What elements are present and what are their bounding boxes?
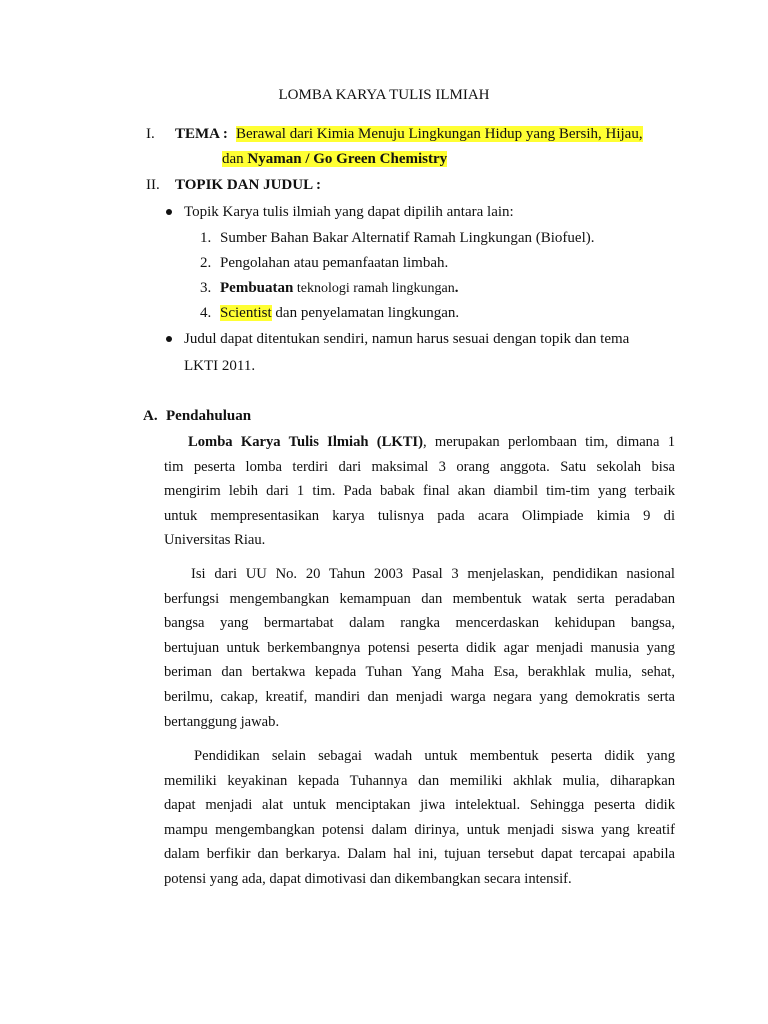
paragraph-2-line: bertanggung jawab. <box>164 713 280 730</box>
paragraph-3-line: memiliki keyakinan kepada Tuhannya dan memiliki akhlak mulia, diharapkan <box>164 772 675 789</box>
bullet-2-text: Judul dapat ditentukan sendiri, namun harus sesuai dengan topik dan tema <box>184 331 630 347</box>
paragraph-3-line: Pendidikan selain sebagai wadah untuk membentuk peserta didik yang <box>194 748 675 764</box>
paragraph-2-line: bertujuan untuk berkembangnya potensi peserta didik agar menjadi manusia yang <box>164 639 675 656</box>
paragraph-1-line: Lomba Karya Tulis Ilmiah (LKTI), merupakan perlombaan tim, dimana 1 <box>188 434 676 450</box>
paragraph-2-line: beriman dan bertakwa kepada Tuhan Yang Maha Esa, berakhlak mulia, sehat, <box>164 664 675 681</box>
list-item-1: Sumber Bahan Bakar Alternatif Ramah Lingkungan (Biofuel). <box>220 230 595 246</box>
section-1-label: TEMA : <box>175 126 228 142</box>
bullet-2-text-cont: LKTI 2011. <box>184 358 256 374</box>
paragraph-2-line: berilmu, cakap, kreatif, mandiri dan menjadi warga negara yang demokratis serta <box>164 688 675 705</box>
paragraph-3 <box>164 744 675 892</box>
list-item-2-number: 2. <box>200 255 212 271</box>
list-item-4-number: 4. <box>200 305 212 321</box>
theme-bold-text: Nyaman / Go Green Chemistry <box>247 151 448 167</box>
theme-highlight-1: Berawal dari Kimia Menuju Lingkungan Hidup yang Bersih, Hijau, <box>236 126 643 142</box>
document-title: LOMBA KARYA TULIS ILMIAH <box>278 87 490 103</box>
paragraph-2 <box>164 562 675 734</box>
section-a-number: A. <box>143 408 158 424</box>
section-2-label: TOPIK DAN JUDUL : <box>175 177 321 193</box>
theme-line-1 <box>236 123 643 145</box>
list-item-2: Pengolahan atau pemanfaatan limbah. <box>220 255 449 271</box>
bullet-1-text: Topik Karya tulis ilmiah yang dapat dipilih antara lain: <box>184 204 514 220</box>
paragraph-3-line: potensi yang ada, dapat dimotivasi dan dikembangkan secara intensif. <box>164 870 572 887</box>
section-a-label: Pendahuluan <box>166 408 252 424</box>
paragraph-1-line: tim peserta lomba terdiri dari maksimal 3 orang anggota. Satu sekolah bisa <box>164 458 675 475</box>
section-2-number: II. <box>146 177 160 193</box>
list-item-1-number: 1. <box>200 230 212 246</box>
paragraph-1-line: untuk mempresentasikan karya tulisnya pada acara Olimpiade kimia 9 di <box>164 507 675 524</box>
list-item-3-number: 3. <box>200 280 212 296</box>
paragraph-3-line: mampu mengembangkan potensi dalam dirinya, untuk menjadi siswa yang kreatif <box>164 821 675 838</box>
paragraph-2-line: bangsa yang bermartabat dalam rangka mencerdaskan kehidupan bangsa, <box>164 615 675 632</box>
paragraph-2-line: berfungsi mengembangkan kemampuan dan membentuk watak serta peradaban <box>164 590 675 607</box>
bullet-icon <box>166 209 172 215</box>
paragraph-1 <box>164 430 675 553</box>
section-1-number: I. <box>146 126 155 142</box>
paragraph-2-line: Isi dari UU No. 20 Tahun 2003 Pasal 3 menjelaskan, pendidikan nasional <box>191 566 675 582</box>
list-item-3: Pembuatan teknologi ramah lingkungan. <box>220 280 459 296</box>
bullet-icon <box>166 336 172 342</box>
paragraph-1-line: mengirim lebih dari 1 tim. Pada babak final akan diambil tim-tim yang terbaik <box>164 483 675 500</box>
list-item-4: Scientist dan penyelamatan lingkungan. <box>220 305 460 321</box>
theme-line-2: dan Nyaman / Go Green Chemistry <box>222 151 448 167</box>
paragraph-3-line: dapat menjadi alat untuk menciptakan jiwa intelektual. Sehingga peserta didik <box>164 797 675 814</box>
scientist-highlight: Scientist <box>220 305 272 321</box>
paragraph-1-line: Universitas Riau. <box>164 532 266 549</box>
paragraph-3-line: dalam berfikir dan berkarya. Dalam hal ini, tujuan tersebut dapat tercapai apabila <box>164 846 675 863</box>
